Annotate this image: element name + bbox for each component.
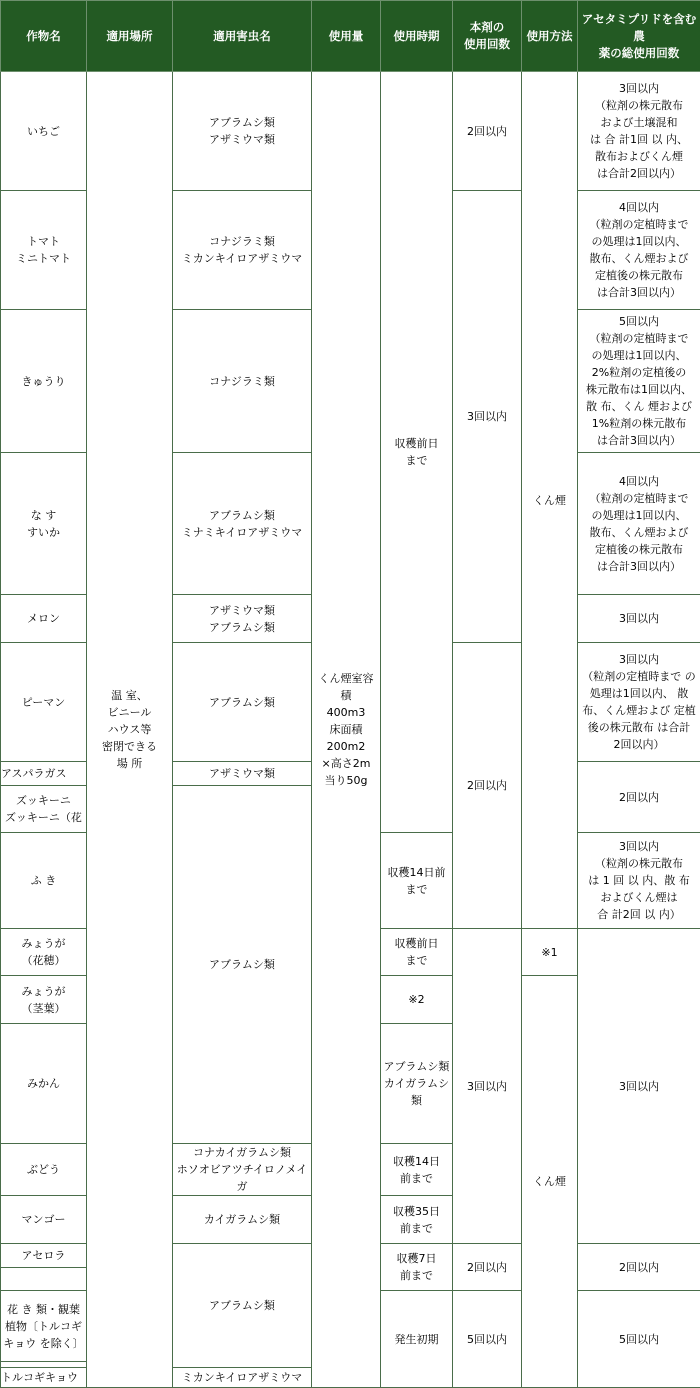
- pest-cell: アブラムシ類 カイガラムシ類: [381, 1024, 453, 1144]
- crop-cell: マンゴー: [1, 1196, 87, 1244]
- header-total: アセタミプリドを含む農 薬の総使用回数: [578, 1, 700, 72]
- total-cell: 3回以内 （粒剤の株元散布 および土壌混和 は 合 計1回 以 内、 散布およびくん煙 は合計2回以内）: [578, 72, 700, 191]
- timing-cell: 収穫35日 前まで: [381, 1196, 453, 1244]
- header-crop: 作物名: [1, 1, 87, 72]
- total-cell: 4回以内 （粒剤の定植時まで の処理は1回以内、 散布、くん煙および 定植後の株元散布 は合計3回以内）: [578, 191, 700, 310]
- timing-cell: 収穫14日 前まで: [381, 1144, 453, 1196]
- header-amount: 使用量: [312, 1, 381, 72]
- timing-cell: ※2: [381, 976, 453, 1024]
- total-cell: 4回以内 （粒剤の定植時まで の処理は1回以内、 散布、くん煙および 定植後の株元散布 は合計3回以内）: [578, 453, 700, 595]
- total-cell: 5回以内 （粒剤の定植時まで の処理は1回以内、 2%粒剤の定植後の 株元散布は1回以内、 散 布、くん 煙および 1%粒剤の株元散布 は合計3回以内）: [578, 310, 700, 453]
- pest-cell: アブラムシ類 アザミウマ類: [173, 72, 312, 191]
- pest-cell: アザミウマ類: [173, 762, 312, 786]
- pest-cell: ミカンキイロアザミウマ: [173, 1368, 312, 1388]
- table-row: [1, 72, 700, 191]
- timing-cell: 発生初期: [381, 1291, 453, 1388]
- times-cell: 3回以内: [453, 929, 522, 1244]
- crop-cell: トマト ミニトマト: [1, 191, 87, 310]
- timing-cell: 収穫前日 まで: [381, 72, 453, 833]
- pest-cell: アブラムシ類 ミナミキイロアザミウマ: [173, 453, 312, 595]
- total-cell: 3回以内: [578, 595, 700, 643]
- crop-cell: アセロラ: [1, 1244, 87, 1268]
- method-cell: ※1: [522, 929, 578, 976]
- header-method: 使用方法: [522, 1, 578, 72]
- pest-cell: アザミウマ類 アブラムシ類: [173, 595, 312, 643]
- timing-cell: 収穫7日 前まで: [381, 1244, 453, 1291]
- pest-cell: アブラムシ類: [173, 786, 312, 1144]
- method-cell: くん煙: [522, 72, 578, 929]
- total-cell: 3回以内: [578, 929, 700, 1244]
- times-cell: 5回以内: [453, 1291, 522, 1388]
- header-place: 適用場所: [87, 1, 173, 72]
- crop-cell: みょうが （茎葉）: [1, 976, 87, 1024]
- method-cell: くん煙: [522, 976, 578, 1388]
- times-cell: 2回以内: [453, 643, 522, 929]
- total-cell: 3回以内 （粒剤の株元散布 は 1 回 以 内、散 布 およびくん煙は 合 計2回 以 内）: [578, 833, 700, 929]
- crop-cell: みかん: [1, 1024, 87, 1144]
- total-cell: 2回以内: [578, 762, 700, 833]
- pest-cell: アブラムシ類: [173, 643, 312, 762]
- times-cell: 2回以内: [453, 1244, 522, 1291]
- place-cell: 温 室、 ビニール ハウス等 密閉できる 場 所: [87, 72, 173, 1388]
- crop-cell: な す すいか: [1, 453, 87, 595]
- pest-cell: コナカイガラムシ類 ホソオビアツチイロノメイガ: [173, 1144, 312, 1196]
- total-cell: 3回以内 （粒剤の定植時まで の 処理は1回以内、 散 布、くん煙および 定植 後の株元散布 は合計 2回以内）: [578, 643, 700, 762]
- crop-cell: ふ き: [1, 833, 87, 929]
- pest-cell: アブラムシ類: [173, 1244, 312, 1368]
- crop-cell: ぶどう: [1, 1144, 87, 1196]
- total-cell: 5回以内: [578, 1291, 700, 1388]
- header-timing: 使用時期: [381, 1, 453, 72]
- crop-cell: アスパラガス: [1, 762, 87, 786]
- total-cell: 2回以内: [578, 1244, 700, 1291]
- timing-cell: 収穫前日 まで: [381, 929, 453, 976]
- crop-cell: ピーマン: [1, 643, 87, 762]
- crop-cell: きゅうり: [1, 310, 87, 453]
- times-cell: 3回以内: [453, 191, 522, 643]
- pest-cell: カイガラムシ類: [173, 1196, 312, 1244]
- timing-cell: 収穫14日前 まで: [381, 833, 453, 929]
- header-pest: 適用害虫名: [173, 1, 312, 72]
- crop-cell: ズッキーニ ズッキーニ（花: [1, 786, 87, 833]
- crop-cell: 花 き 類・観葉 植物〔トルコギ キョウ を除く〕: [1, 1291, 87, 1362]
- pest-cell: コナジラミ類: [173, 310, 312, 453]
- header-times: 本剤の 使用回数: [453, 1, 522, 72]
- crop-cell: みょうが （花穂）: [1, 929, 87, 976]
- header-row: [1, 1, 700, 72]
- crop-cell: いちご: [1, 72, 87, 191]
- pest-cell: コナジラミ類 ミカンキイロアザミウマ: [173, 191, 312, 310]
- crop-cell: メロン: [1, 595, 87, 643]
- crop-cell: トルコギキョウ: [1, 1368, 87, 1388]
- amount-cell: くん煙室容 積 400m3 床面積 200m2 ×高さ2m 当り50g: [312, 72, 381, 1388]
- crop-cell: [1, 1268, 87, 1291]
- times-cell: 2回以内: [453, 72, 522, 191]
